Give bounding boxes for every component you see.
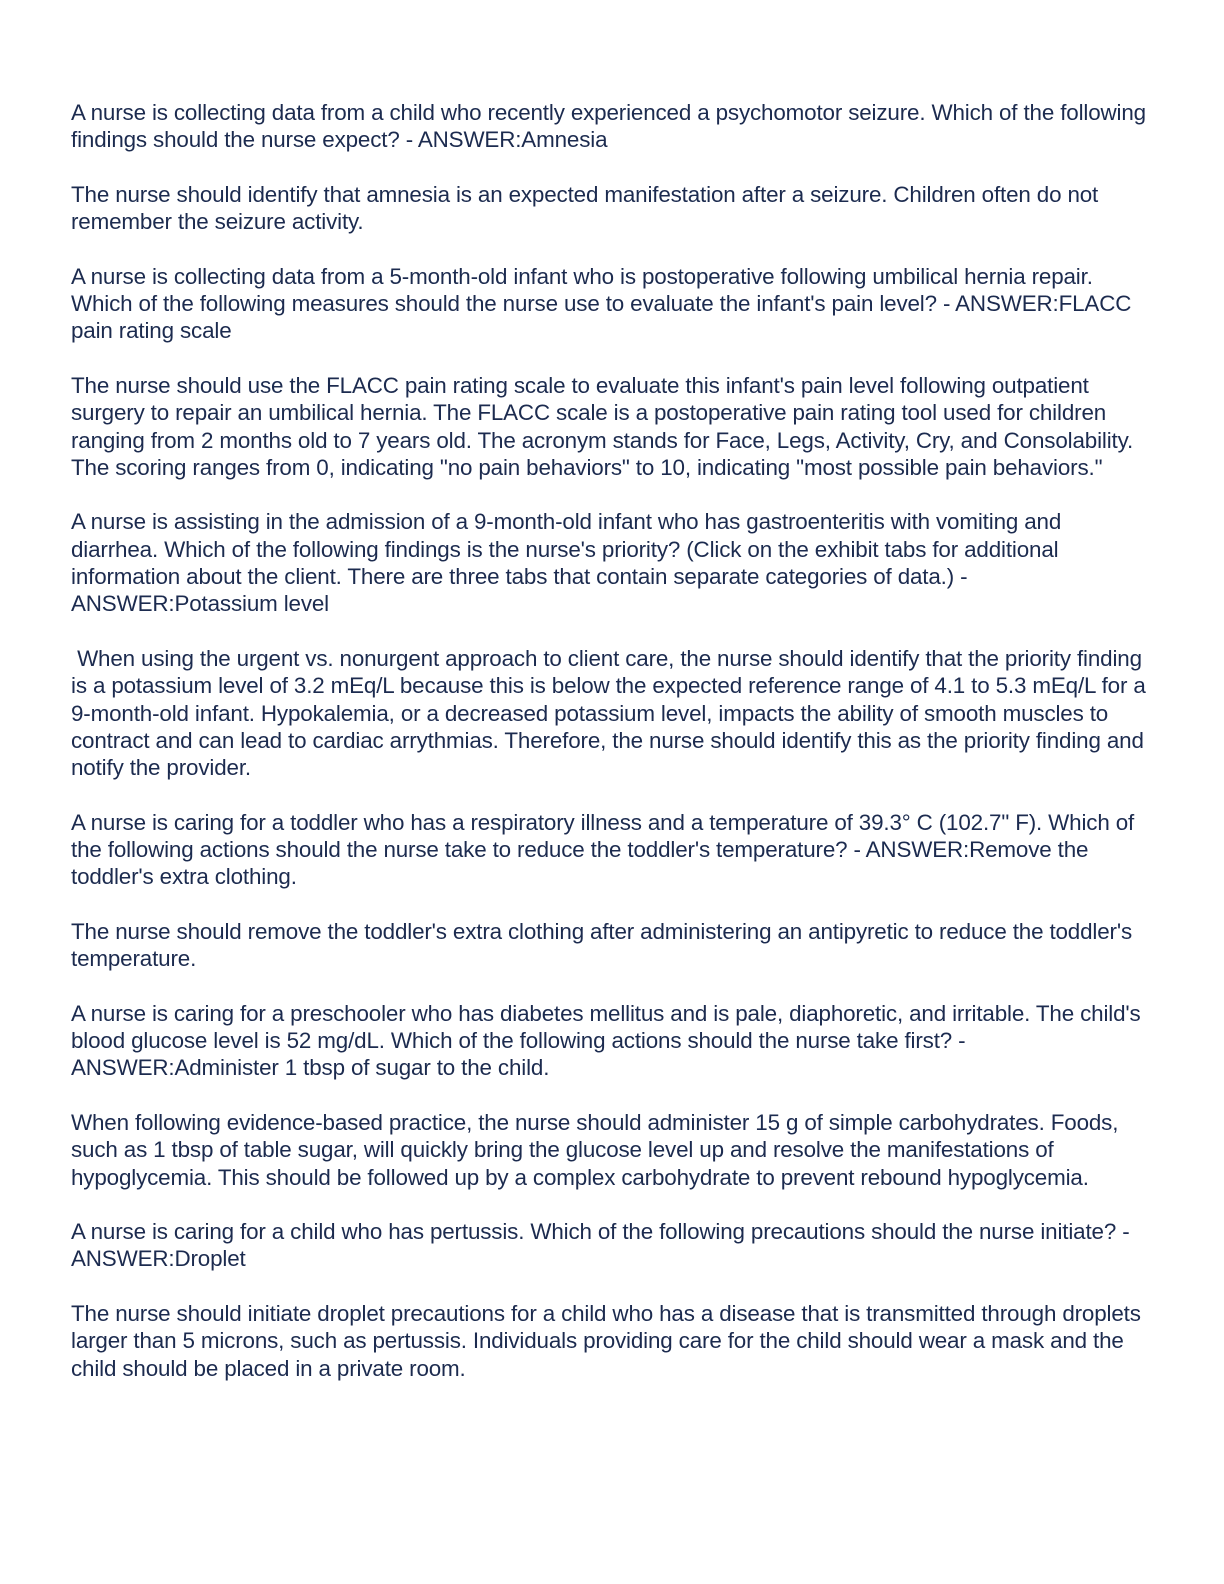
- rationale-seizure: The nurse should identify that amnesia is an expected manifestation after a seizure. Children often do not remember the seizure activity.: [71, 181, 1105, 235]
- question-pertussis: A nurse is caring for a child who has pertussis. Which of the following precautions should the nurse initiate? - ANSWER:Droplet: [71, 1219, 1135, 1272]
- rationale-fever: The nurse should remove the toddler's extra clothing after administering an antipyretic to reduce the toddler's temperature.: [71, 918, 1139, 972]
- rationale-pain-scale: The nurse should use the FLACC pain rating scale to evaluate this infant's pain level following outpatient surgery to repair an umbilical hernia. The FLACC scale is a postoperative pain rating tool used for children ranging from 2 months old to 7 years old. The acronym stands for Face, Legs, Activity, Cry, and Consolability. The scoring ranges from 0, indicating "no pain behaviors" to 10, indicating "most possible pain behaviors.": [71, 372, 1139, 480]
- question-hypoglycemia: A nurse is caring for a preschooler who has diabetes mellitus and is pale, diaphoretic, and irritable. The child's blood glucose level is 52 mg/dL. Which of the following actions should the nurse take first? - ANSWER:Administer 1 tbsp of sugar to the child.: [71, 1000, 1147, 1081]
- rationale-gastroenteritis: When using the urgent vs. nonurgent approach to client care, the nurse should identify that the priority finding is a potassium level of 3.2 mEq/L because this is below the expected reference range of 4.1 to 5.3 mEq/L for a 9-month-old infant. Hypokalemia, or a decreased potassium level, impacts the ability of smooth muscles to contract and can lead to cardiac arrythmias. Therefore, the nurse should identify this as the priority finding and notify the provider.: [71, 645, 1152, 781]
- question-gastroenteritis: A nurse is assisting in the admission of a 9-month-old infant who has gastroenteritis with vomiting and diarrhea. Which of the following findings is the nurse's priority? (Click on the exhibit tabs for additional information about the client. There are three tabs that contain separate categories of data.) - ANSWER:Potassium level: [71, 509, 1068, 617]
- rationale-hypoglycemia: When following evidence-based practice, the nurse should administer 15 g of simple carbohydrates. Foods, such as 1 tbsp of table sugar, will quickly bring the glucose level up and resolve the manifestations of hypoglycemia. This should be followed up by a complex carbohydrate to prevent rebound hypoglycemia.: [71, 1109, 1125, 1190]
- question-pain-scale: A nurse is collecting data from a 5-month-old infant who is postoperative following umbilical hernia repair. Which of the following measures should the nurse use to evaluate the infant's pain level? - ANSWER:FLACC pain rating scale: [71, 263, 1138, 344]
- document-page: [71, 99, 1151, 1409]
- question-fever: A nurse is caring for a toddler who has a respiratory illness and a temperature of 39.3° C (102.7" F). Which of the following actions should the nurse take to reduce the toddler's temperature? - ANSWER:Remove the toddler's extra clothing.: [71, 809, 1141, 890]
- rationale-pertussis: The nurse should initiate droplet precautions for a child who has a disease that is transmitted through droplets larger than 5 microns, such as pertussis. Individuals providing care for the child should wear a mask and the child should be placed in a private room.: [71, 1301, 1147, 1381]
- question-seizure: A nurse is collecting data from a child who recently experienced a psychomotor seizure. Which of the following findings should the nurse expect? - ANSWER:Amnesia: [71, 100, 1153, 153]
